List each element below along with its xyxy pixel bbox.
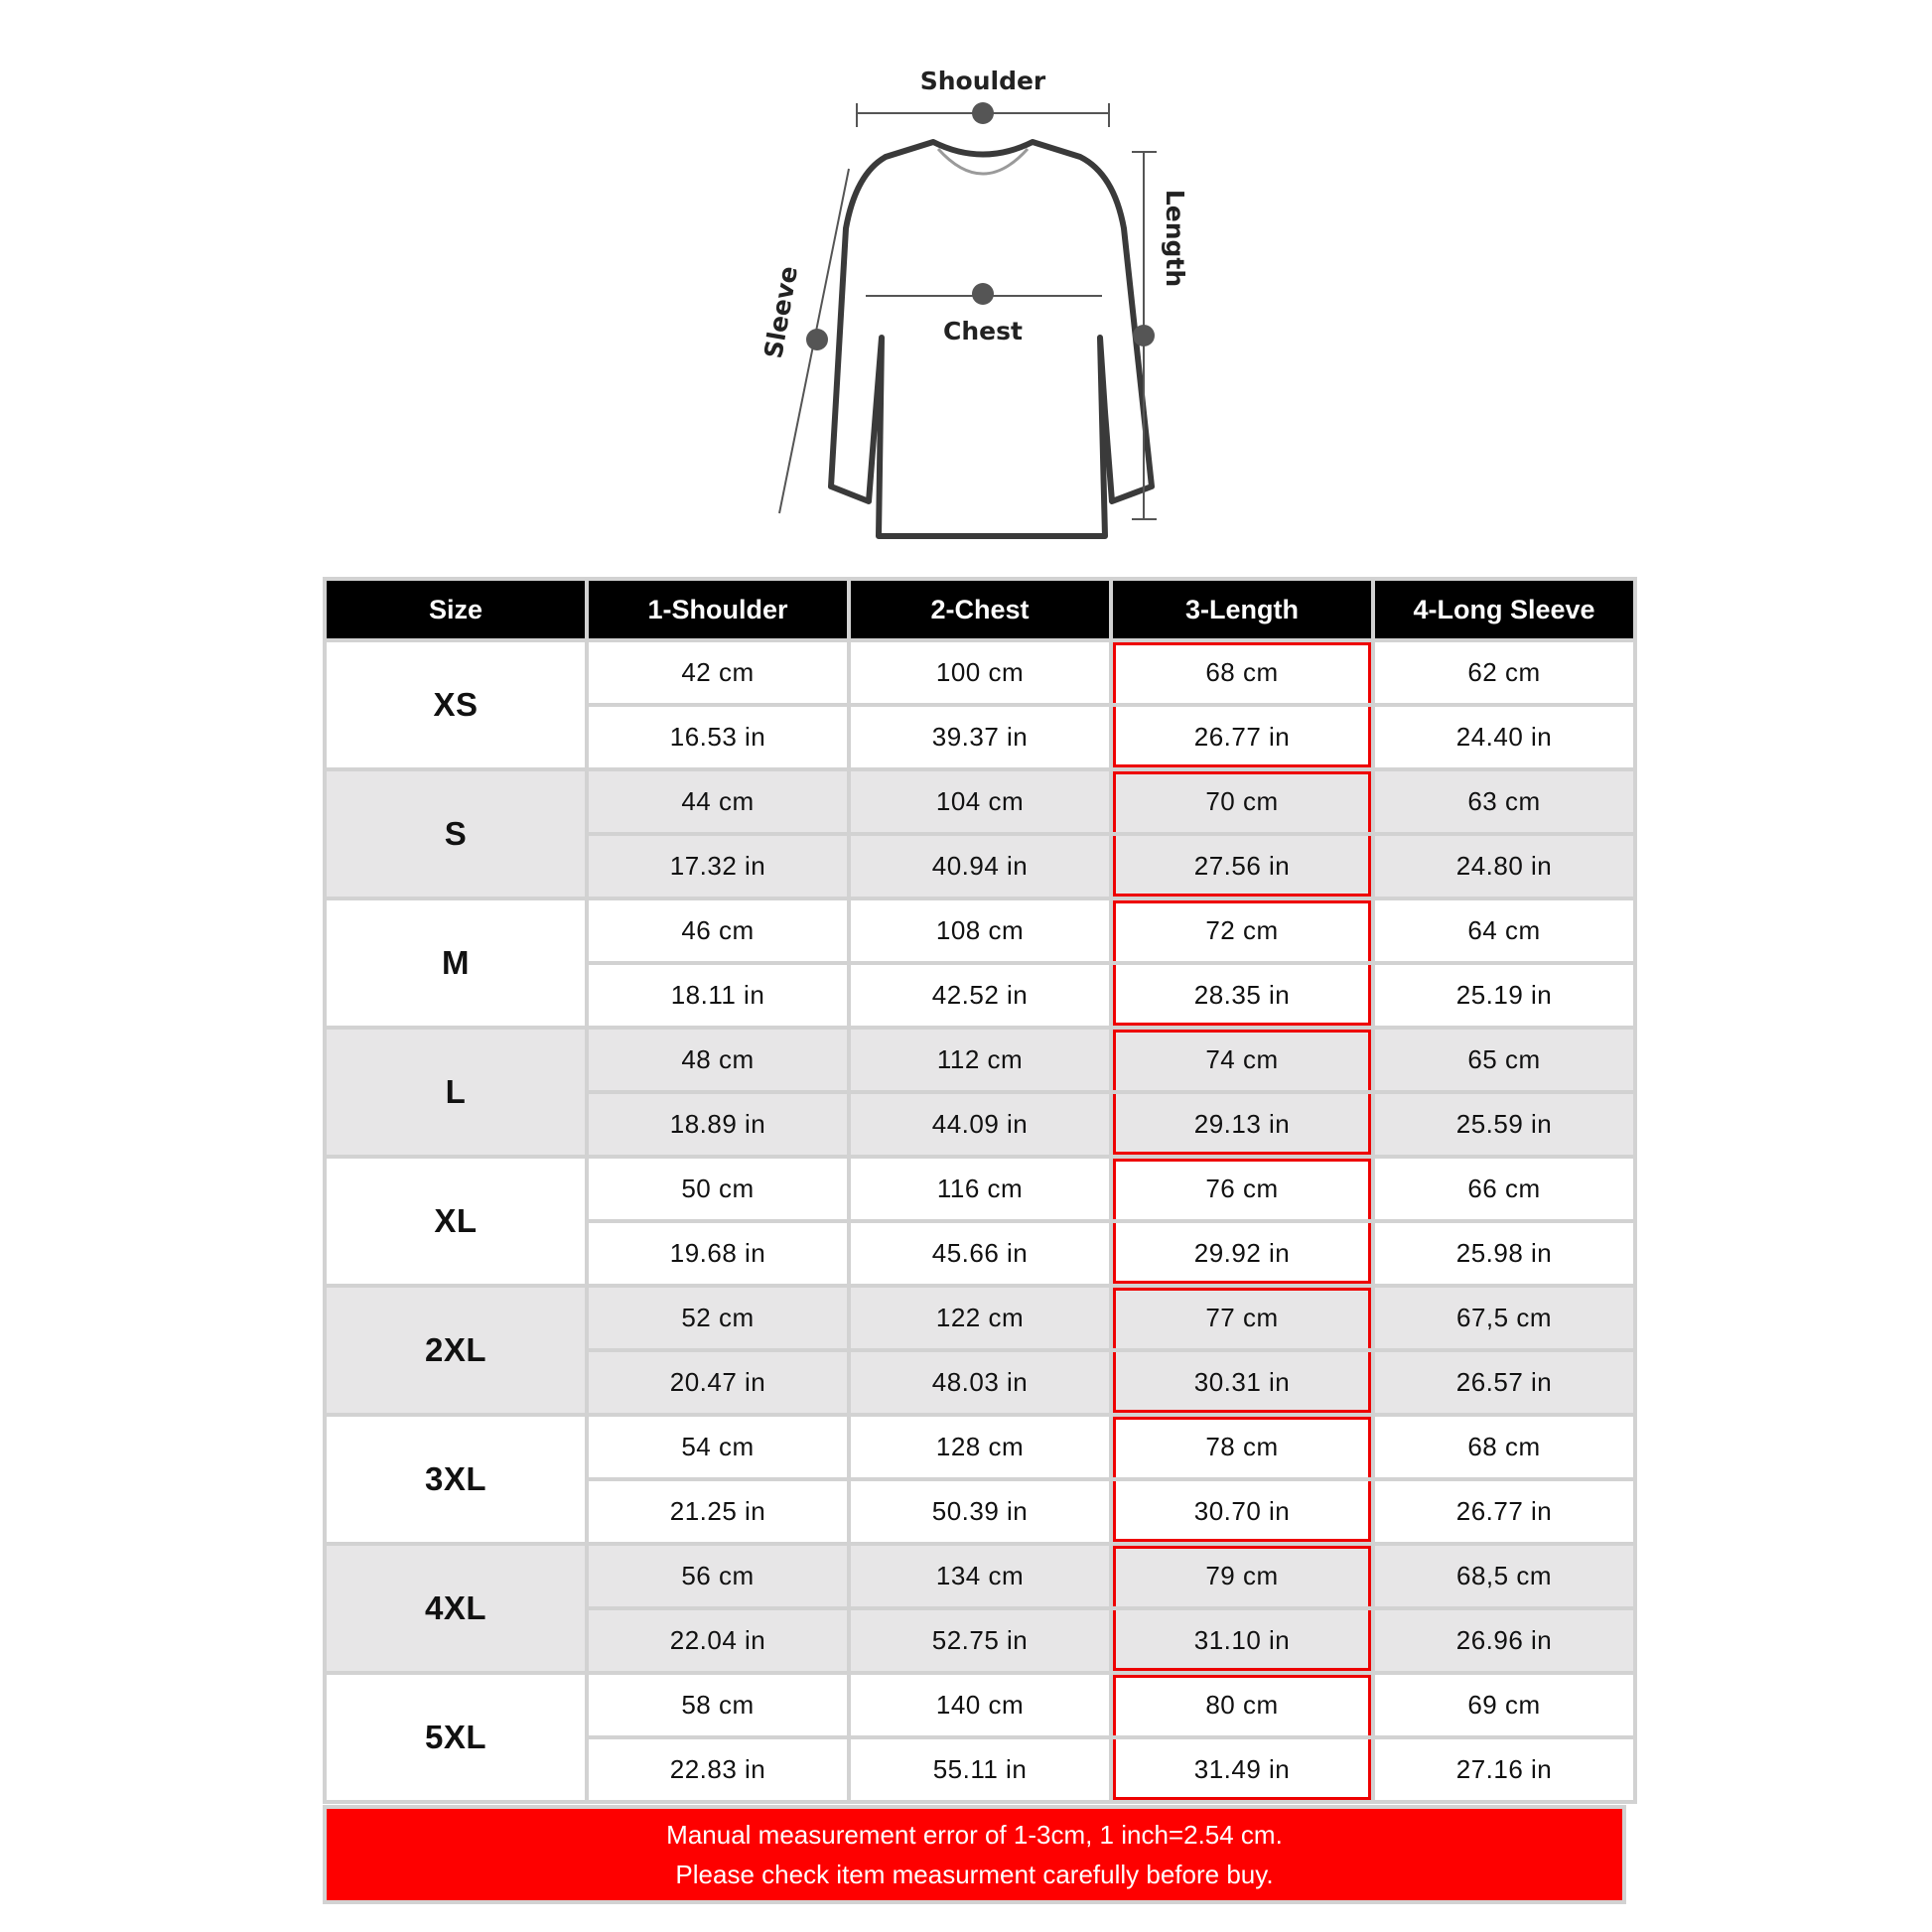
- shoulder-cm-cell: 52 cm: [589, 1288, 847, 1348]
- chest-in-cell: 55.11 in: [851, 1739, 1109, 1800]
- table-row: [327, 1030, 1633, 1090]
- note-line-2: Please check item measurment carefully before buy.: [675, 1860, 1274, 1889]
- size-label: XS: [327, 642, 585, 767]
- size-chart-table: [323, 577, 1637, 1804]
- shoulder-cm-cell: 56 cm: [589, 1546, 847, 1606]
- label-sleeve: Sleeve: [759, 263, 804, 361]
- shoulder-cm-cell: 50 cm: [589, 1159, 847, 1219]
- chest-cm-cell: 100 cm: [851, 642, 1109, 703]
- size-label: 4XL: [327, 1546, 585, 1671]
- chest-cm-cell: 140 cm: [851, 1675, 1109, 1735]
- long-sleeve-cm-cell: 66 cm: [1375, 1159, 1633, 1219]
- long-sleeve-in-cell: 26.96 in: [1375, 1610, 1633, 1671]
- length-cm-cell: 79 cm: [1113, 1546, 1371, 1606]
- chest-cm-cell: 122 cm: [851, 1288, 1109, 1348]
- long-sleeve-in-cell: 24.40 in: [1375, 707, 1633, 767]
- table-row: [327, 1417, 1633, 1477]
- chest-in-cell: 39.37 in: [851, 707, 1109, 767]
- length-cm-cell: 72 cm: [1113, 900, 1371, 961]
- size-label: XL: [327, 1159, 585, 1284]
- long-sleeve-cm-cell: 62 cm: [1375, 642, 1633, 703]
- length-in-cell: 29.13 in: [1113, 1094, 1371, 1155]
- size-label: 2XL: [327, 1288, 585, 1413]
- length-in-cell: 31.10 in: [1113, 1610, 1371, 1671]
- table-row: [327, 1546, 1633, 1606]
- table-row: [327, 642, 1633, 703]
- long-sleeve-cm-cell: 65 cm: [1375, 1030, 1633, 1090]
- long-sleeve-cm-cell: 67,5 cm: [1375, 1288, 1633, 1348]
- table-row: [327, 1675, 1633, 1735]
- length-cm-cell: 77 cm: [1113, 1288, 1371, 1348]
- size-label: M: [327, 900, 585, 1026]
- long-sleeve-in-cell: 26.77 in: [1375, 1481, 1633, 1542]
- length-in-cell: 31.49 in: [1113, 1739, 1371, 1800]
- size-label: L: [327, 1030, 585, 1155]
- chest-in-cell: 45.66 in: [851, 1223, 1109, 1284]
- shoulder-in-cell: 16.53 in: [589, 707, 847, 767]
- chest-cm-cell: 128 cm: [851, 1417, 1109, 1477]
- long-sleeve-cm-cell: 69 cm: [1375, 1675, 1633, 1735]
- header-length: 3-Length: [1113, 581, 1371, 638]
- chest-in-cell: 44.09 in: [851, 1094, 1109, 1155]
- table-row: [327, 771, 1633, 832]
- chest-cm-cell: 112 cm: [851, 1030, 1109, 1090]
- label-length: Length: [1161, 189, 1189, 288]
- measurement-note: [327, 1809, 1622, 1900]
- shoulder-cm-cell: 42 cm: [589, 642, 847, 703]
- garment-diagram: [735, 50, 1211, 546]
- length-cm-cell: 78 cm: [1113, 1417, 1371, 1477]
- chest-cm-cell: 116 cm: [851, 1159, 1109, 1219]
- size-label: 5XL: [327, 1675, 585, 1800]
- long-sleeve-in-cell: 25.59 in: [1375, 1094, 1633, 1155]
- shoulder-in-cell: 22.04 in: [589, 1610, 847, 1671]
- length-in-cell: 28.35 in: [1113, 965, 1371, 1026]
- shoulder-in-cell: 17.32 in: [589, 836, 847, 897]
- long-sleeve-cm-cell: 68,5 cm: [1375, 1546, 1633, 1606]
- label-shoulder: Shoulder: [919, 67, 1046, 95]
- long-sleeve-cm-cell: 68 cm: [1375, 1417, 1633, 1477]
- length-cm-cell: 70 cm: [1113, 771, 1371, 832]
- header-size: Size: [327, 581, 585, 638]
- chest-cm-cell: 104 cm: [851, 771, 1109, 832]
- note-line-1: Manual measurement error of 1-3cm, 1 inch=2.54 cm.: [666, 1820, 1283, 1850]
- length-cm-cell: 74 cm: [1113, 1030, 1371, 1090]
- header-row: [327, 581, 1633, 638]
- label-chest: Chest: [943, 317, 1023, 345]
- shoulder-cm-cell: 44 cm: [589, 771, 847, 832]
- header-shoulder: 1-Shoulder: [589, 581, 847, 638]
- length-cm-cell: 80 cm: [1113, 1675, 1371, 1735]
- long-sleeve-cm-cell: 64 cm: [1375, 900, 1633, 961]
- shoulder-in-cell: 18.11 in: [589, 965, 847, 1026]
- shoulder-cm-cell: 46 cm: [589, 900, 847, 961]
- shoulder-cm-cell: 58 cm: [589, 1675, 847, 1735]
- long-sleeve-shirt-icon: [735, 50, 1211, 546]
- shoulder-cm-cell: 48 cm: [589, 1030, 847, 1090]
- chest-cm-cell: 134 cm: [851, 1546, 1109, 1606]
- length-in-cell: 27.56 in: [1113, 836, 1371, 897]
- table-row: [327, 1159, 1633, 1219]
- length-cm-cell: 76 cm: [1113, 1159, 1371, 1219]
- length-in-cell: 30.70 in: [1113, 1481, 1371, 1542]
- long-sleeve-in-cell: 27.16 in: [1375, 1739, 1633, 1800]
- header-chest: 2-Chest: [851, 581, 1109, 638]
- chest-in-cell: 40.94 in: [851, 836, 1109, 897]
- table-row: [327, 900, 1633, 961]
- shoulder-cm-cell: 54 cm: [589, 1417, 847, 1477]
- shoulder-in-cell: 18.89 in: [589, 1094, 847, 1155]
- long-sleeve-in-cell: 25.19 in: [1375, 965, 1633, 1026]
- chest-cm-cell: 108 cm: [851, 900, 1109, 961]
- chest-in-cell: 48.03 in: [851, 1352, 1109, 1413]
- long-sleeve-cm-cell: 63 cm: [1375, 771, 1633, 832]
- size-label: 3XL: [327, 1417, 585, 1542]
- shoulder-in-cell: 21.25 in: [589, 1481, 847, 1542]
- long-sleeve-in-cell: 26.57 in: [1375, 1352, 1633, 1413]
- chest-in-cell: 52.75 in: [851, 1610, 1109, 1671]
- length-cm-cell: 68 cm: [1113, 642, 1371, 703]
- length-in-cell: 30.31 in: [1113, 1352, 1371, 1413]
- chest-in-cell: 50.39 in: [851, 1481, 1109, 1542]
- shoulder-in-cell: 22.83 in: [589, 1739, 847, 1800]
- length-in-cell: 29.92 in: [1113, 1223, 1371, 1284]
- chest-in-cell: 42.52 in: [851, 965, 1109, 1026]
- shoulder-in-cell: 20.47 in: [589, 1352, 847, 1413]
- length-in-cell: 26.77 in: [1113, 707, 1371, 767]
- table-row: [327, 1288, 1633, 1348]
- header-long-sleeve: 4-Long Sleeve: [1375, 581, 1633, 638]
- long-sleeve-in-cell: 25.98 in: [1375, 1223, 1633, 1284]
- long-sleeve-in-cell: 24.80 in: [1375, 836, 1633, 897]
- shoulder-in-cell: 19.68 in: [589, 1223, 847, 1284]
- size-label: S: [327, 771, 585, 897]
